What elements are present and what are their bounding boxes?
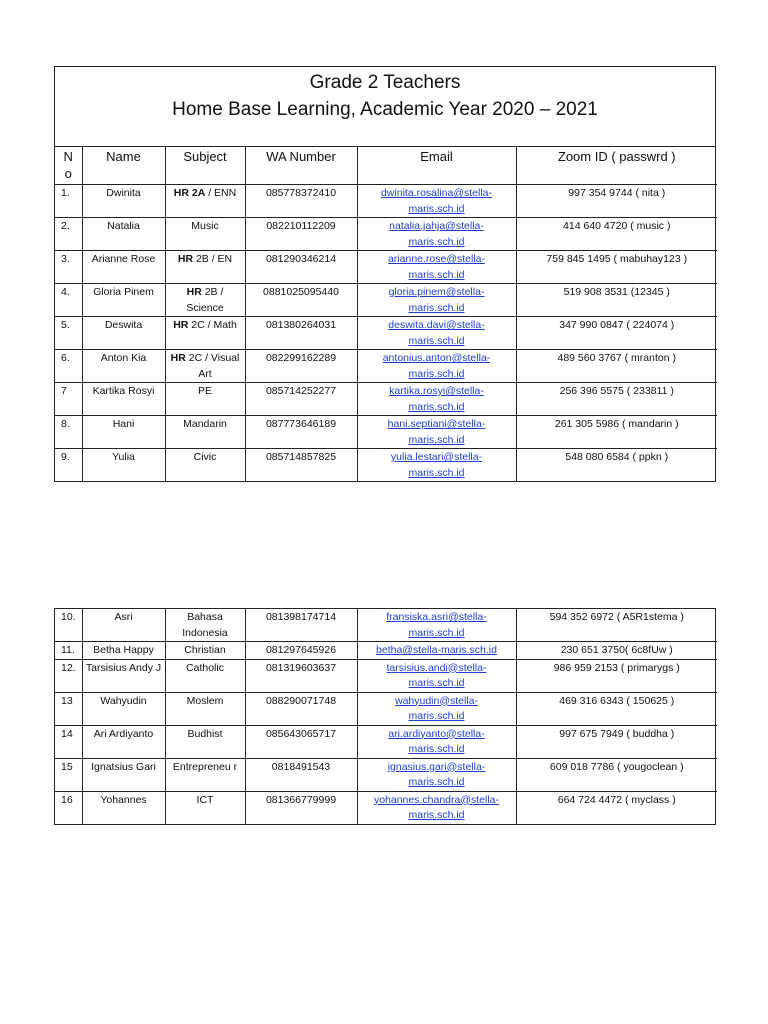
email-link[interactable] bbox=[374, 794, 499, 822]
homeroom-label: HR bbox=[177, 253, 194, 265]
zoom-id: 519 908 3531 (12345 ) bbox=[516, 284, 717, 317]
page-subtitle: Home Base Learning, Academic Year 2020 – 2021 bbox=[172, 99, 598, 120]
email-text-cont: maris.sch.id bbox=[408, 400, 465, 413]
row-number: 9. bbox=[55, 449, 82, 482]
page-title: Grade 2 Teachers bbox=[309, 72, 461, 93]
email-text-cont: maris.sch.id bbox=[408, 268, 465, 281]
table-row bbox=[55, 317, 717, 350]
table-row bbox=[55, 791, 717, 824]
teacher-name: Gloria Pinem bbox=[82, 284, 165, 317]
table-row bbox=[55, 350, 717, 383]
email-cell bbox=[357, 317, 516, 350]
subject-cell bbox=[165, 185, 245, 218]
table-row bbox=[55, 725, 717, 758]
table-row bbox=[55, 185, 717, 218]
email-cell bbox=[357, 791, 516, 824]
email-text-cont: maris.sch.id bbox=[408, 710, 465, 722]
zoom-id: 664 724 4472 ( myclass ) bbox=[516, 791, 717, 824]
teacher-name: Betha Happy bbox=[82, 642, 165, 660]
email-text-cont: maris.sch.id bbox=[408, 466, 465, 479]
email-link[interactable] bbox=[389, 286, 485, 314]
email-text: antonius.anton@stella- bbox=[382, 352, 491, 364]
row-number: 15 bbox=[55, 758, 82, 791]
row-number: 10. bbox=[55, 609, 82, 642]
homeroom-label: HR bbox=[186, 286, 202, 298]
row-number: 16 bbox=[55, 791, 82, 824]
zoom-id: 261 305 5986 ( mandarin ) bbox=[516, 416, 717, 449]
email-text-cont: maris.sch.id bbox=[408, 626, 465, 639]
zoom-id: 997 354 9744 ( nita ) bbox=[516, 185, 717, 218]
zoom-id: 347 990 0847 ( 224074 ) bbox=[516, 317, 717, 350]
table-row bbox=[55, 284, 717, 317]
email-text-cont: maris.sch.id bbox=[408, 235, 465, 248]
row-number: 14 bbox=[55, 725, 82, 758]
email-cell bbox=[357, 692, 516, 725]
subject-cell: Christian bbox=[165, 642, 245, 660]
table-row bbox=[55, 609, 717, 642]
email-text: fransiska.asri@stella- bbox=[386, 611, 487, 623]
email-text: yulia.lestari@stella- bbox=[390, 451, 483, 463]
email-cell bbox=[357, 416, 516, 449]
email-text: dwinita.rosalina@stella- bbox=[380, 187, 493, 199]
header-wa-number: WA Number bbox=[245, 147, 357, 185]
teacher-name: Ignatsius Gari bbox=[82, 758, 165, 791]
row-number: 4. bbox=[55, 284, 82, 317]
subject-cell: Catholic bbox=[165, 659, 245, 692]
email-cell bbox=[357, 609, 516, 642]
zoom-id: 759 845 1495 ( mabuhay123 ) bbox=[516, 251, 717, 284]
wa-number: 088290071748 bbox=[245, 692, 357, 725]
table-row bbox=[55, 416, 717, 449]
email-link[interactable] bbox=[383, 352, 491, 380]
header-name: Name bbox=[82, 147, 165, 185]
zoom-id: 414 640 4720 ( music ) bbox=[516, 218, 717, 251]
email-link[interactable] bbox=[388, 418, 486, 446]
subject-text: 2B / Science bbox=[186, 286, 224, 314]
wa-number: 085778372410 bbox=[245, 185, 357, 218]
teacher-name: Deswita bbox=[82, 317, 165, 350]
subject-cell bbox=[165, 383, 245, 416]
wa-number: 081366779999 bbox=[245, 791, 357, 824]
email-link[interactable] bbox=[386, 611, 487, 639]
zoom-id: 469 316 6343 ( 150625 ) bbox=[516, 692, 717, 725]
email-cell bbox=[357, 251, 516, 284]
row-number: 1. bbox=[55, 185, 82, 218]
email-text: gloria.pinem@stella- bbox=[388, 286, 485, 298]
email-text-cont: maris.sch.id bbox=[408, 367, 465, 380]
row-number: 13 bbox=[55, 692, 82, 725]
email-text-cont: maris.sch.id bbox=[408, 809, 465, 821]
table-row bbox=[55, 659, 717, 692]
row-number: 5. bbox=[55, 317, 82, 350]
email-text: arianne.rose@stella- bbox=[387, 253, 486, 265]
email-cell bbox=[357, 218, 516, 251]
wa-number: 081290346214 bbox=[245, 251, 357, 284]
subject-cell bbox=[165, 218, 245, 251]
email-link[interactable] bbox=[388, 319, 484, 347]
email-text: betha@stella-maris.sch.id bbox=[376, 644, 497, 656]
teacher-name: Yohannes bbox=[82, 791, 165, 824]
teacher-name: Dwinita bbox=[82, 185, 165, 218]
email-text-cont: maris.sch.id bbox=[408, 433, 465, 446]
subject-text: / ENN bbox=[205, 187, 237, 199]
subject-cell bbox=[165, 317, 245, 350]
subject-text: Civic bbox=[193, 451, 217, 463]
subject-cell bbox=[165, 449, 245, 482]
email-text-cont: maris.sch.id bbox=[408, 776, 465, 788]
zoom-id: 256 396 5575 ( 233811 ) bbox=[516, 383, 717, 416]
wa-number: 0818491543 bbox=[245, 758, 357, 791]
subject-cell: Bahasa Indonesia bbox=[165, 609, 245, 642]
wa-number: 085714857825 bbox=[245, 449, 357, 482]
email-text: hani.septiani@stella- bbox=[387, 418, 486, 430]
zoom-id: 230 651 3750( 6c8fUw ) bbox=[516, 642, 717, 660]
email-text: tarsisius.andi@stella- bbox=[386, 661, 487, 674]
row-number: 2. bbox=[55, 218, 82, 251]
email-link[interactable] bbox=[388, 728, 484, 756]
subject-cell: Entrepreneu r bbox=[165, 758, 245, 791]
table-2 bbox=[55, 609, 717, 824]
email-link[interactable] bbox=[388, 761, 486, 789]
header-zoom-id: Zoom ID ( passwrd ) bbox=[516, 147, 717, 185]
header-email: Email bbox=[357, 147, 516, 185]
subject-cell: Moslem bbox=[165, 692, 245, 725]
wa-number: 085714252277 bbox=[245, 383, 357, 416]
email-text-cont: maris.sch.id bbox=[408, 202, 465, 215]
teacher-name: Yulia bbox=[82, 449, 165, 482]
teacher-name: Asri bbox=[82, 609, 165, 642]
table-row bbox=[55, 218, 717, 251]
wa-number: 081297645926 bbox=[245, 642, 357, 660]
subject-cell bbox=[165, 251, 245, 284]
subject-text: 2C / Visual Art bbox=[185, 352, 240, 380]
email-cell bbox=[357, 659, 516, 692]
email-cell bbox=[357, 642, 516, 660]
email-cell bbox=[357, 284, 516, 317]
subject-cell: ICT bbox=[165, 791, 245, 824]
homeroom-label: HR bbox=[173, 319, 189, 331]
table-row bbox=[55, 449, 717, 482]
table-row bbox=[55, 758, 717, 791]
subject-text: 2C / Math bbox=[188, 319, 237, 331]
homeroom-label: HR 2A bbox=[173, 187, 206, 199]
header-subject: Subject bbox=[165, 147, 245, 185]
zoom-id: 997 675 7949 ( buddha ) bbox=[516, 725, 717, 758]
email-text: ari.ardiyanto@stella- bbox=[388, 727, 485, 740]
teacher-name: Kartika Rosyi bbox=[82, 383, 165, 416]
email-link[interactable] bbox=[391, 451, 482, 479]
teachers-table-2 bbox=[54, 608, 716, 825]
subject-text: Mandarin bbox=[183, 418, 227, 430]
email-text-cont: maris.sch.id bbox=[408, 743, 465, 755]
email-text-cont: maris.sch.id bbox=[408, 334, 465, 347]
email-cell bbox=[357, 383, 516, 416]
subject-cell: Budhist bbox=[165, 725, 245, 758]
teachers-table-1 bbox=[54, 66, 716, 482]
header-row bbox=[55, 147, 717, 185]
wa-number: 085643065717 bbox=[245, 725, 357, 758]
email-link[interactable] bbox=[389, 220, 484, 248]
teacher-name: Natalia bbox=[82, 218, 165, 251]
subject-text: PE bbox=[197, 385, 212, 397]
teacher-name: Tarsisius Andy J bbox=[82, 659, 165, 692]
title-block bbox=[55, 67, 715, 147]
teacher-name: Wahyudin bbox=[82, 692, 165, 725]
wa-number: 081398174714 bbox=[245, 609, 357, 642]
zoom-id: 594 352 6972 ( A5R1stema ) bbox=[516, 609, 717, 642]
email-cell bbox=[357, 350, 516, 383]
email-text-cont: maris.sch.id bbox=[408, 301, 465, 314]
wa-number: 082210112209 bbox=[245, 218, 357, 251]
wa-number: 082299162289 bbox=[245, 350, 357, 383]
wa-number: 081380264031 bbox=[245, 317, 357, 350]
email-link[interactable] bbox=[389, 385, 484, 413]
email-cell bbox=[357, 449, 516, 482]
table-row bbox=[55, 692, 717, 725]
email-cell bbox=[357, 185, 516, 218]
email-text: wahyudin@stella- bbox=[394, 694, 479, 707]
zoom-id: 986 959 2153 ( primarygs ) bbox=[516, 659, 717, 692]
zoom-id: 548 080 6584 ( ppkn ) bbox=[516, 449, 717, 482]
row-number: 8. bbox=[55, 416, 82, 449]
row-number: 6. bbox=[55, 350, 82, 383]
table-row bbox=[55, 383, 717, 416]
zoom-id: 489 560 3767 ( mranton ) bbox=[516, 350, 717, 383]
teacher-name: Hani bbox=[82, 416, 165, 449]
email-text: natalia.jahja@stella- bbox=[389, 220, 484, 232]
subject-text: Music bbox=[191, 220, 219, 232]
row-number: 11. bbox=[55, 642, 82, 660]
email-text-cont: maris.sch.id bbox=[408, 677, 465, 689]
header-no: N o bbox=[55, 147, 82, 185]
email-link[interactable] bbox=[387, 662, 487, 690]
row-number: 3. bbox=[55, 251, 82, 284]
email-link[interactable] bbox=[388, 253, 485, 281]
table-row bbox=[55, 642, 717, 660]
table-row bbox=[55, 251, 717, 284]
row-number: 7 bbox=[55, 383, 82, 416]
email-link[interactable] bbox=[381, 187, 492, 215]
subject-cell bbox=[165, 284, 245, 317]
teacher-name: Arianne Rose bbox=[82, 251, 165, 284]
email-cell bbox=[357, 758, 516, 791]
email-text: yohannes.chandra@stella- bbox=[373, 793, 500, 806]
wa-number: 0881025095440 bbox=[245, 284, 357, 317]
email-link[interactable] bbox=[376, 644, 497, 656]
table-1 bbox=[55, 147, 717, 481]
homeroom-label: HR bbox=[170, 352, 186, 364]
teacher-name: Ari Ardiyanto bbox=[82, 725, 165, 758]
wa-number: 087773646189 bbox=[245, 416, 357, 449]
wa-number: 081319603637 bbox=[245, 659, 357, 692]
subject-cell bbox=[165, 350, 245, 383]
row-number: 12. bbox=[55, 659, 82, 692]
teacher-name: Anton Kia bbox=[82, 350, 165, 383]
email-text: deswita.davi@stella- bbox=[388, 319, 485, 331]
email-link[interactable] bbox=[395, 695, 478, 723]
subject-cell bbox=[165, 416, 245, 449]
subject-text: 2B / EN bbox=[193, 253, 233, 265]
zoom-id: 609 018 7786 ( yougoclean ) bbox=[516, 758, 717, 791]
email-cell bbox=[357, 725, 516, 758]
email-text: kartika.rosyi@stella- bbox=[389, 385, 484, 397]
email-text: ignasius.gari@stella- bbox=[387, 760, 486, 773]
